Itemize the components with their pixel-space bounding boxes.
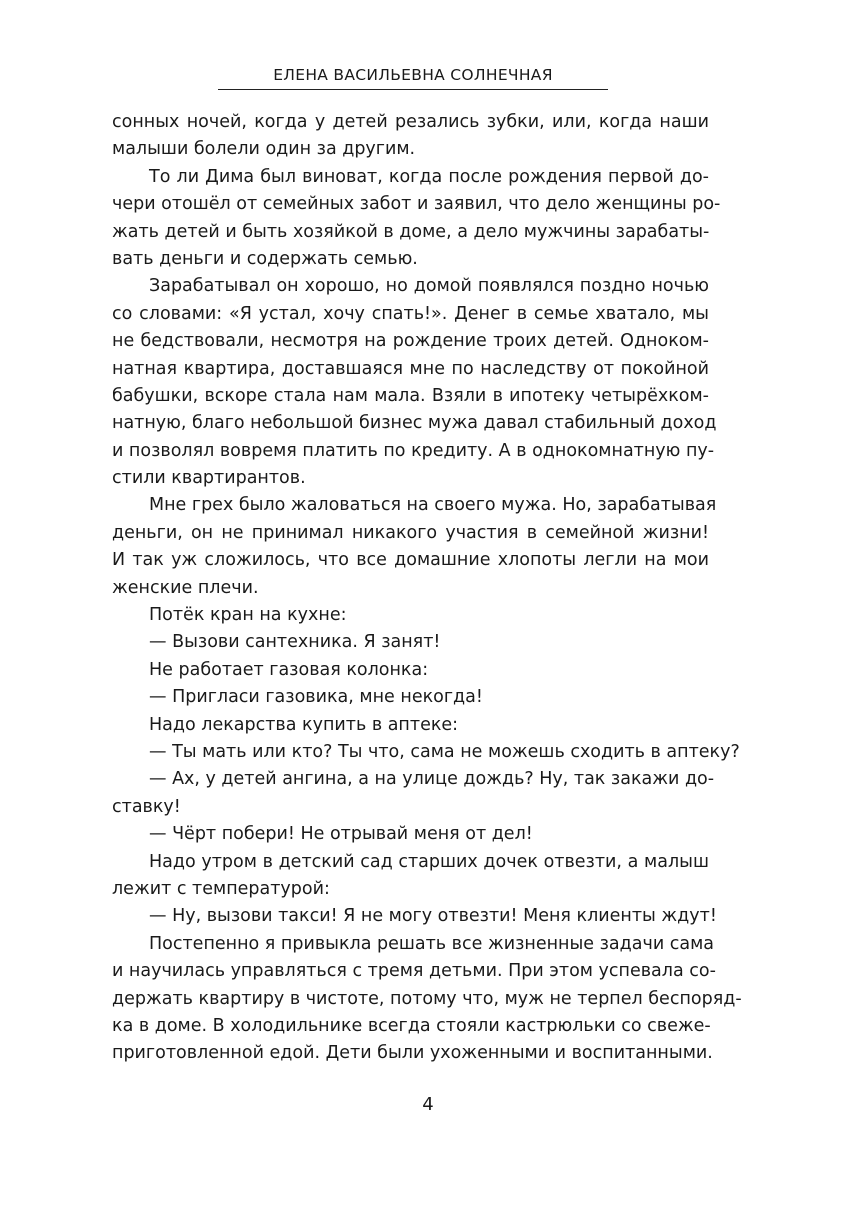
body-text: [112, 109, 742, 1068]
dialogue-line: — Чёрт побери! Не отрывай меня от дел!: [149, 824, 533, 845]
text-line: ставку!: [112, 796, 181, 817]
text-line: бабушки, вскоре стала нам мала. Взяли в ипотеку четырёхком-: [112, 385, 709, 406]
text-line: со словами: «Я устал, хочу спать!». Денег в семье хватало, мы: [112, 303, 709, 324]
text-line: натную, благо небольшой бизнес мужа давал стабильный доход: [112, 413, 717, 434]
paragraph-first-line: Мне грех было жаловаться на своего мужа. Но, зарабатывая: [149, 495, 717, 516]
paragraph-first-line: То ли Дима был виноват, когда после рождения первой до-: [149, 166, 709, 187]
text-line: приготовленной едой. Дети были ухоженными и воспитанными.: [112, 1043, 713, 1064]
text-line: сонных ночей, когда у детей резались зубки, или, когда наши: [112, 112, 709, 132]
running-head: ЕЛЕНА ВАСИЛЬЕВНА СОЛНЕЧНАЯ: [273, 66, 553, 84]
paragraph-first-line: Надо утром в детский сад старших дочек отвезти, а малыш: [149, 851, 709, 872]
text-line: держать квартиру в чистоте, потому что, муж не терпел беспоряд-: [112, 988, 742, 1009]
text-line: и научилась управляться с тремя детьми. При этом успевала со-: [112, 961, 716, 982]
text-line: малыши болели один за другим.: [112, 139, 416, 160]
dialogue-line: — Ах, у детей ангина, а на улице дождь? Ну, так закажи до-: [149, 769, 715, 790]
text-line: И так уж сложилось, что все домашние хлопоты легли на мои: [112, 550, 709, 571]
dialogue-line: — Вызови сантехника. Я занят!: [149, 632, 441, 653]
text-line: стили квартирантов.: [112, 468, 306, 489]
paragraph-first-line: Зарабатывал он хорошо, но домой появлялся поздно ночью: [149, 276, 709, 297]
text-line: деньги, он не принимал никакого участия в семейной жизни!: [112, 522, 709, 543]
dialogue-line: — Пригласи газовика, мне некогда!: [149, 687, 483, 708]
header-rule: [218, 89, 608, 90]
text-line: вать деньги и содержать семью.: [112, 248, 418, 269]
paragraph-first-line: Надо лекарства купить в аптеке:: [149, 714, 459, 735]
text-line: жать детей и быть хозяйкой в доме, а дело мужчины зарабаты-: [112, 221, 710, 242]
paragraph-first-line: Потёк кран на кухне:: [149, 605, 347, 626]
text-line: чери отошёл от семейных забот и заявил, что дело женщины ро-: [112, 194, 721, 215]
text-line: ка в доме. В холодильнике всегда стояли кастрюльки со свеже-: [112, 1015, 711, 1036]
dialogue-line: — Ну, вызови такси! Я не могу отвезти! Меня клиенты ждут!: [149, 906, 717, 927]
text-line: женские плечи.: [112, 577, 259, 598]
dialogue-line: — Ты мать или кто? Ты что, сама не можешь сходить в аптеку?: [149, 741, 740, 762]
text-line: и позволял вовремя платить по кредиту. А в однокомнатную пу-: [112, 440, 715, 461]
paragraph-first-line: Постепенно я привыкла решать все жизненные задачи сама: [149, 933, 715, 954]
paragraph-first-line: Не работает газовая колонка:: [149, 659, 429, 680]
page-number: 4: [422, 1094, 434, 1115]
text-line: не бедствовали, несмотря на рождение троих детей. Одноком-: [112, 331, 709, 352]
text-line: лежит с температурой:: [112, 878, 330, 899]
text-line: натная квартира, доставшаяся мне по наследству от покойной: [112, 358, 709, 379]
